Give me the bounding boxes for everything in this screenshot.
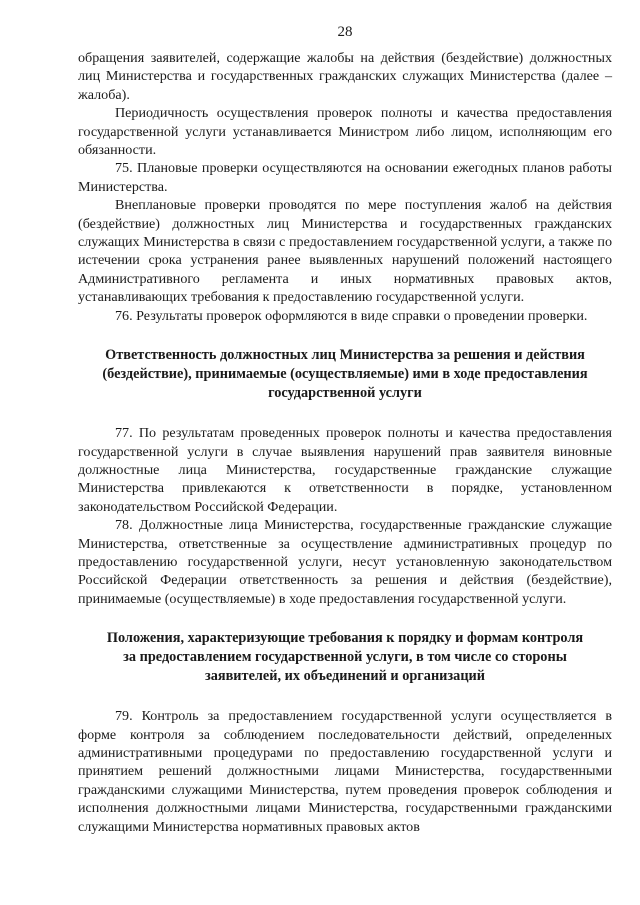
- responsibility-section: [78, 424, 612, 608]
- page-number: 28: [337, 24, 353, 40]
- paragraph-79-control-forms: 79. Контроль за предоставлением государственной услуги осуществляется в форме контроля за соблюдением последовательности действий, определенных административными процедурами по предоставлению государственной услуги и принятием решений должностными лицами Министерства, государственными гражданскими служащими Министерства, путем проведения проверок соблюдения и исполнения должностными лицами Министерства, государственными гражданскими служащими Министерства нормативных правовых актов: [78, 708, 612, 835]
- paragraph-continuation: обращения заявителей, содержащие жалобы на действия (бездействие) должностных лиц Министерства и государственных гражданских служащих Министерства (далее – жалоба).: [78, 50, 612, 103]
- paragraph-unscheduled-inspections: Внеплановые проверки проводятся по мере поступления жалоб на действия (бездействие) должностных лиц Министерства и государственных гражданских служащих Министерства в связи с предоставлением государственной услуги, а также по истечении срока устранения ранее выявленных нарушений положений настоящего Административного регламента и иных нормативных правовых актов, устанавливающих требования к предоставлению государственной услуги.: [78, 197, 612, 306]
- section-heading-responsibility: [78, 346, 612, 403]
- heading-line: Положения, характеризующие требования к порядку и формам контроля: [106, 630, 584, 647]
- heading-line: (бездействие), принимаемые (осуществляемые) ими в ходе предоставления: [102, 366, 588, 383]
- section-heading-control-provisions: [78, 629, 612, 686]
- paragraph-75-planned-inspections: 75. Плановые проверки осуществляются на основании ежегодных планов работы Министерства.: [78, 160, 612, 195]
- control-section: [78, 707, 612, 836]
- heading-line: Ответственность должностных лиц Министерства за решения и действия: [105, 347, 585, 364]
- continuation-block: [78, 49, 612, 325]
- heading-line: за предоставлением государственной услуги, в том числе со стороны: [123, 649, 567, 666]
- paragraph-78-officials-responsibility: 78. Должностные лица Министерства, государственные гражданские служащие Министерства, ответственные за осуществление административных процедур по предоставлению государственной услуги, несут установленную законодательством Российской Федерации ответственность за решения и действия (бездействие), принимаемые (осуществляемые) в ходе предоставления государственной услуги.: [78, 517, 612, 607]
- paragraph-77-liability: 77. По результатам проведенных проверок полноты и качества предоставления государственной услуги в случае выявления нарушений прав заявителя виновные должностные лица Министерства, государственные гражданские служащие Министерства привлекаются к ответственности в порядке, установленном законодательством Российской Федерации.: [78, 425, 612, 515]
- paragraph-inspection-periodicity: Периодичность осуществления проверок полноты и качества предоставления государственной услуги устанавливается Министром либо лицом, исполняющим его обязанности.: [78, 105, 612, 159]
- heading-line: заявителей, их объединений и организаций: [204, 668, 486, 685]
- document-page: [78, 22, 612, 836]
- heading-line: государственной услуги: [268, 385, 422, 402]
- paragraph-76-inspection-results: 76. Результаты проверок оформляются в виде справки о проведении проверки.: [115, 307, 588, 324]
